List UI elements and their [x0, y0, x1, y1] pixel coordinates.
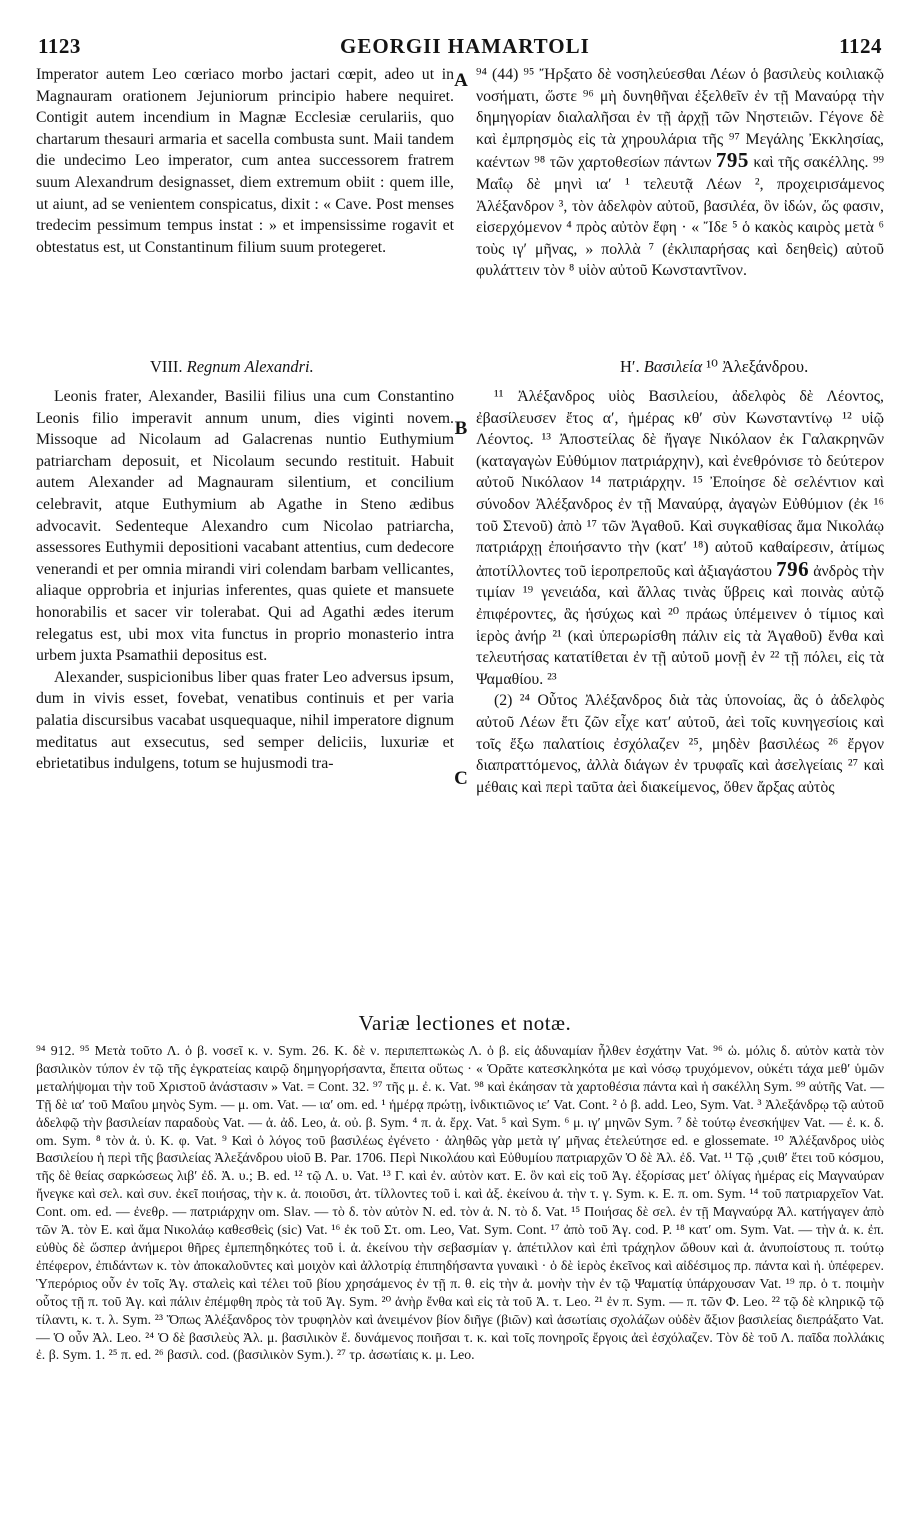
greek-paragraph-2a: ¹¹ Ἀλέξανδρος υἱὸς Βασιλείου, ἀδελφὸς δὲ Λέοντος, ἐβασίλευσεν ἔτος α′, ἡμέρας κθ′ σὺν Κωνσταντίνῳ ¹² υἱῷ Λέοντος. ¹³ Ἀποστείλας δὲ ἤγαγε Νικόλαον ἐκ Γαλακρηνῶν (καταγαγὼν Εὐθύμιον πατριάρχην), καὶ ἐνεθρόνισε τὸ δεύτερον αὐτοῦ Νικόλαον ¹⁴ πατριάρχην. ¹⁵ Ἐποίησε δὲ σελέντιον καὶ σύνοδον Ἀλέξανδρος ἐν τῇ Μαναύρᾳ, ἀγαγὼν Εὐθύμιον (ἐκ ¹⁶ τοῦ Στενοῦ) ἀπὸ ¹⁷ τῶν Ἀγαθοῦ. Καὶ συγκαθίσας ἅμα Νικολάῳ πατριάρχῃ ἐποιήσαντο τὴν (κατ′ ¹⁸) αὐτοῦ καθαίρεσιν, ἀτίμως ἀποτίλλοντες τοῦ ἱεροπρεποῦς καὶ ἀξιαγάστου: [476, 388, 884, 580]
latin-column-part2: [36, 386, 454, 775]
greek-column-part2: [476, 386, 884, 798]
variant-notes: [36, 1042, 884, 1364]
greek-paragraph-1a: ⁹⁴ (44) ⁹⁵ Ἤρξατο δὲ νοσηλεύεσθαι Λέων ὁ βασιλεὺς κοιλιακῷ νοσήματι, ὥστε ⁹⁶ μὴ δυνηθῆναι ἐξελθεῖν ἐν τῇ Μαναύρᾳ τὴν δημηγορίαν διαλαλῆσαι ἐν τῇ ἀρχῇ τῶν Νηστειῶν. Γέγονε δὲ καὶ ἐμπρησμὸς εἰς τὰ χηρουλάρια τῆς ⁹⁷ Μεγάλης Ἐκκλησίας, καέντων ⁹⁸ τῶν χαρτοθεσίων πάντων: [476, 66, 884, 172]
column-number-left: 1123: [38, 34, 81, 58]
greek-section-title: Βασιλεία: [643, 357, 703, 376]
latin-section-heading: [150, 356, 314, 378]
latin-paragraph-1: Imperator autem Leo cœriaco morbo jactari cœpit, adeo ut in Magnauram orationem Jejuniorum principio habere nequiret. Contigit autem incendium in Magnæ Ecclesiæ cerulariis, quo chartarum thesauri armaria et sacella combusta sunt. Maii tandem die undecimo Leo imperator, cum antea successorem fratrem suum Alexandrum designasset, diem extremum obiit : quem ille, ut aiunt, ad se venientem conspicatus, dixit : « Cave. Post menses tredecim pessimum tempus instat : » et impensissime rogavit et obtestatus est, ut Constantinum filium suum protegeret.: [36, 66, 454, 256]
greek-paragraph-2b: ἀνδρὸς τὴν τιμίαν ¹⁹ γενειάδα, καὶ ἄλλας τινὰς ὕβρεις καὶ ποινὰς αὐτῷ ἐπιφέροντες, ἃς ἡσύχως καὶ ²⁰ πράως ὑπέμεινεν ὁ τίμιος καὶ ἱερὸς ἀνήρ ²¹ (καὶ ὑπερωρίσθη πάλιν εἰς τὰ Ἀγαθοῦ) ἔνθα καὶ τελευτήσας κατατίθεται ἐν τῇ αὐτοῦ μονῇ ἐν ²² τῇ πόλει, εἰς τὰ Ψαμαθίου. ²³: [476, 562, 885, 688]
variant-notes-text: ⁹⁴ 912. ⁹⁵ Μετὰ τοῦτο Λ. ὁ β. νοσεῖ κ. ν. Sym. 26. Κ. δὲ ν. περιπεπτωκὼς Λ. ὁ β. εἰς ἀδυναμίαν ἦλθεν ἐσχάτην Vat. ⁹⁶ ὡ. μόλις δ. αὐτὸν κατὰ τὸν βασιλικὸν τύπον ἐν τῷ τῆς ἐγκρατείας καιρῷ δημηγορήσαντα, ἔπειτα οὕτως · « Ὁρᾶτε κατεσκληκότα με καὶ νόσῳ τρυχόμενον, οὐκέτι τάχα μεθ′ ὑμῶν μεταλήψομαι τὴν τοῦ Χριστοῦ ἀνάστασιν » Vat. = Cont. 32. ⁹⁷ τῆς μ. ἐ. κ. Vat. ⁹⁸ καὶ ἐκάησαν τὰ χαρτοθέσια πάντα καὶ ἡ σακέλλη Sym. ⁹⁹ αὐτῆς Vat. — Τῇ δὲ ια′ τοῦ Μαΐου μηνὸς Sym. — μ. om. Vat. — ια′ om. ed. ¹ ἡμέρᾳ πρώτῃ, ἰνδικτιῶνος ιε′ Vat. Cont. ² ὁ β. add. Leo, Sym. Vat. ³ Ἀλεξάνδρῳ τῷ αὐτοῦ ἀδελφῷ τὴν βασιλείαν παραδοὺς Vat. — ἀ. ἀδ. Leo, ἀ. οὐ. β. Sym. ⁴ π. ἀ. ἔρχ. Vat. ⁵ καὶ Sym. ⁶ μ. ιγ′ μηνῶν Sym. ⁷ δὲ τούτῳ ἐνεσκήψεν Vat. — ἐ. κ. δ. om. Sym. ⁸ τὸν ἀ. ὑ. Κ. φ. Vat. ⁹ Καὶ ὁ λόγος τοῦ βασιλέως ἐγένετο · ἀληθῶς γὰρ μετὰ ιγ′ μῆνας ἐτελεύτησε ed. e glossemate. ¹⁰ Ἀλέξανδρος υἱὸς Βασιλείου ἡ περὶ τῆς βασιλείας Ἀλεξάνδρου υἱοῦ Β. Par. 1706. Περὶ Νικολάου καὶ Εὐθυμίου πατριαρχῶν Ὁ δὲ Ἀλ. ἐδ. Vat. ¹¹ Τῷ ‚ϛυιθ′ ἔτει τοῦ κόσμου, τῆς δὲ θείας σαρκώσεως λιβ′ ἐδ. Ἀ. υ.; Β. ed. ¹² τῷ Λ. υ. Vat. ¹³ Γ. καὶ ἐν. αὐτὸν κατ. Ε. ὃν καὶ εἰς τοῦ Ἀγ. ἐξορίσας μετ′ ὀλίγας ἡμέρας εἰς Μαγναύραν ἤνεγκε καὶ σελ. καὶ συν. ἐκεῖ ποιήσας, τὴν κ. ἀ. ποιοῦσι, ἀτ. τίλλοντες τοῦ ἱ. καὶ ἀξ. ἐκείνου ἀ. τὴν τ. γ. Sym. κ. Ε. π. om. Sym. ¹⁴ τοῦ πατριαρχεῖον Vat. Cont. om. ed. — ἐνεθρ. — πατριάρχην om. Slav. — τὸ δ. τὸν αὐτὸν Ν. ed. τὸν ἀ. Ν. τὸ δ. Vat. ¹⁵ Ποιήσας δὲ σελ. ἐν τῇ Μαγναύρᾳ Ἀλ. κατήγαγεν ἀπὸ τῶν Ἀ. τὸν Ε. καὶ ἅμα Νικολάῳ καθεσθεὶς (sic) Vat. ¹⁶ ἐκ τοῦ Στ. om. Leo, Vat. Sym. Cont. ¹⁷ ἀπὸ τοῦ Ἀγ. cod. P. ¹⁸ κατ′ om. Sym. Vat. — τὴν ἀ. κ. ἐπ. εὐθὺς δὲ ὥσπερ ἀνήμεροι θῆρες ἐμπεπηδηκότες τοῦ ἱ. ἀ. ἐκείνου τὴν σεβασμίαν γ. ἀπέτιλλον καὶ ἐπὶ τράχηλον ὤθουν καὶ ἀ. ἀνυποίστους π. τούτῳ ἐπέφερον, ἐπιδάντων κ. τὸν ἀποκαλοῦντες καὶ μοιχὸν καὶ ἀλλοτρίᾳ ἐπιπηδήσαντα γυναικὶ · ὁ δὲ ἱερὸς ἐκεῖνος καὶ αἰδέσιμος πρ. πάντα καὶ ἡ. ὑπέφερεν. Ὑπερόριος οὖν ἐν τοῖς Ἀγ. σταλεὶς καὶ τέλει τοῦ βίου χρησάμενος ἐν τῇ π. θ. εἰς τὴν ἀ. μονὴν τὴν ἐν τῷ Ψαματίᾳ ὑπάρχουσαν Vat. ¹⁹ πρ. ὁ τ. ποιμὴν οὗτος τῇ π. τοῦ Ἀγ. καὶ πάλιν ἐπέμφθη πρὸς τὰ τοῦ Ἀγ. Sym. ²⁰ ἀνὴρ ἔνθα καὶ εἰς τὰ τοῦ Ἀ. τ. Leo. ²¹ ἐν π. Sym. — π. τῶν Φ. Leo. ²² τῷ δὲ κληρικῷ τῷ τίλαντι, κ. τ. λ. Sym. ²³ Ὅπως Ἀλέξανδρος τὸν τρυφηλὸν καὶ ἀνειμένον βίον διῆγε (βιῶν) καὶ ἀσωτίαις σχολάζων οὐδὲν ἄξιον βασιλείας διεπράξατο Vat. — Ὁ οὖν Ἀλ. Leo. ²⁴ Ὁ δὲ βασιλεὺς Ἀλ. μ. βασιλικὸν ἔ. δυνάμενος ποιῆσαι τ. κ. καὶ τοῖς πονηροῖς ἔργοις ἀεὶ ἐσχόλαζεν. Τὸν δὲ τοῦ Λ. παῖδα πολλάκις ἐ. β. Sym. 1. ²⁵ π. ed. ²⁶ βασιλ. cod. (βασιλικὸν Sym.). ²⁷ τρ. ἀσωτίαις κ. μ. Leo.: [36, 1043, 884, 1363]
latin-paragraph-3: Alexander, suspicionibus liber quas frater Leo adversus ipsum, dum in vivis esset, fovebat, venatibus continuis et per varia palatia discursibus vacabat usquequaque, nihil imperatore dignum meditatus aut exsecutus, sed semper deliciis, luxuriæ et ebrietatibus indulgens, totum se hujusmodi tra-: [36, 668, 454, 773]
latin-section-number: VIII.: [150, 357, 183, 376]
margin-marker-c: C: [454, 768, 468, 789]
latin-column-part1: [36, 64, 454, 258]
notes-heading: Variæ lectiones et notæ.: [358, 1011, 572, 1035]
column-number-796: 796: [776, 556, 810, 581]
latin-section-title: Regnum Alexandri.: [186, 357, 314, 376]
greek-paragraph-2: [476, 386, 884, 690]
greek-section-number: Η′.: [620, 357, 640, 376]
greek-column-part1: [476, 64, 884, 282]
margin-marker-a: A: [454, 70, 468, 91]
greek-section-heading: [620, 356, 808, 378]
greek-paragraph-1b: καὶ τῆς σακέλλης. ⁹⁹ Μαΐῳ δὲ μηνὶ ια′ ¹ τελευτᾷ Λέων ², προχειρισάμενος Ἀλέξανδρον ³, τὸν ἀδελφὸν αὐτοῦ, βασιλέα, ὃν ἰδών, ὥς φασιν, εἰσερχόμενον ⁴ πρὸς αὐτὸν ἔφη · « Ἴδε ⁵ ὁ κακὸς καιρὸς μετὰ ⁶ τοὺς ιγ′ μῆνας, » πολλὰ ⁷ (ἐκλιπαρήσας καὶ δεηθεὶς) αὐτοῦ φυλάττειν τὸν ⁸ υἱὸν αὐτοῦ Κωνσταντῖνον.: [476, 154, 884, 280]
column-number-795: 795: [715, 148, 749, 173]
greek-paragraph-1: [476, 64, 884, 282]
greek-paragraph-3: (2) ²⁴ Οὗτος Ἀλέξανδρος διὰ τὰς ὑπονοίας, ἃς ὁ ἀδελφὸς αὐτοῦ Λέων ἔτι ζῶν εἶχε κατ′ αὐτοῦ, ἀεὶ τοῖς κυνηγεσίοις καὶ τοῖς ἔξω παλατίοις ἐσχόλαζεν ²⁵, μηδὲν βασιλέως ²⁶ ἔργον διαπραττόμενος, ἀλλὰ διάγων ἐν τρυφαῖς καὶ ἀσελγείαις ²⁷ καὶ μέθαις καὶ περὶ ταῦτα ἀεὶ διακείμενος, ὅθεν ἄρξας αὐτὸς: [476, 692, 884, 796]
column-number-right: 1124: [839, 34, 882, 58]
latin-paragraph-2: Leonis frater, Alexander, Basilii filius una cum Constantino Leonis filio imperavit annum unum, dies viginti novem. Missoque ad Nicolaum ad Galacrenas nuntio Euthymium patriarcham deposuit, et Nicolaum secundo restituit. Habuit autem Alexander ad Magnauram silentium, et concilium celebravit, atque Euthymium ab Agathe in Steno ædibus advocavit. Sedenteque Alexandro cum Nicolao patriarcha, assessores Euthymii depositioni vacabant attentius, cum dedecore venerandi et per omnia mirandi viri colendam barbam vellicantes, aliaque opprobria et injurias inferentes, quas quiete et mansuete honorabilis et sacer vir tolerabat. Qui ad Agathi ædes iterum relegatus est, ubi mox vita functus in proprio monasterio intra urbem juxta Psamathii depositus est.: [36, 388, 454, 665]
running-title: GEORGII HAMARTOLI: [340, 34, 590, 58]
greek-section-title-name: ¹⁰ Ἀλεξάνδρου.: [706, 357, 809, 376]
margin-marker-b: B: [454, 418, 468, 439]
